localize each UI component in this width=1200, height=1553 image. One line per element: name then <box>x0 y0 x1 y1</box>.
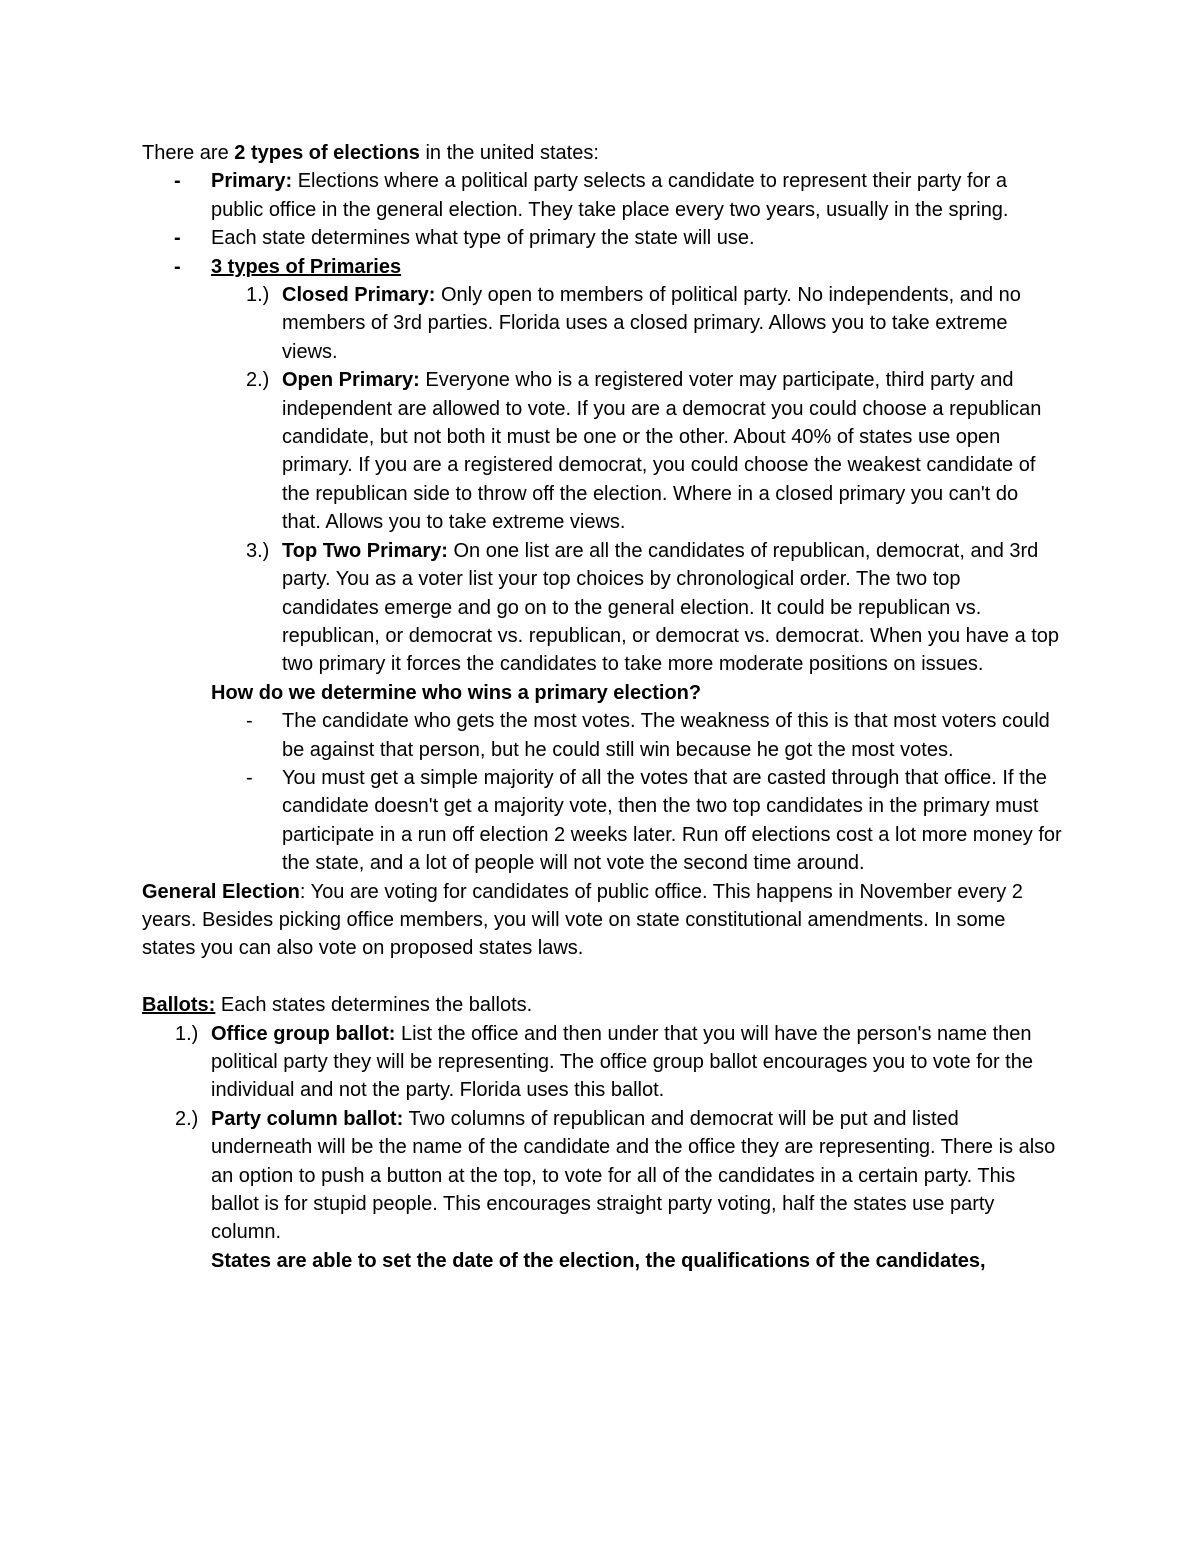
bullet-dash: - <box>246 766 253 789</box>
ballots-paragraph <box>142 991 1062 1019</box>
state-bullet <box>142 224 1062 252</box>
office-group-ballot-term: Office group ballot: <box>211 1022 396 1045</box>
list-number: 2.) <box>175 1107 199 1130</box>
general-election-text: : You are voting for candidates of public office. This happens in November every 2 years. Besides picking office members, you will vote on state constitutional amendments. In some states you can also vote on proposed states laws. <box>142 880 1023 960</box>
list-item-party-column-ballot <box>142 1105 1062 1247</box>
general-election-paragraph <box>142 878 1062 963</box>
general-election-term: General Election <box>142 880 300 903</box>
list-number: 3.) <box>246 539 270 562</box>
intro-paragraph <box>142 139 1062 167</box>
party-column-ballot-text: Two columns of republican and democrat will be put and listed underneath will be the name of the candidate and the office they are representing. There is also an option to push a button at the top, to vote for all of the candidates in a certain party. This ballot is for stupid people. This encourages straight party voting, half the states use party column. <box>211 1107 1056 1244</box>
open-primary-text: Everyone who is a registered voter may participate, third party and independent are allowed to vote. If you are a democrat you could choose a republican candidate, but not both it must be one or the other. About 40% of states use open primary. If you are a registered democrat, you could choose the weakest candidate of the republican side to throw off the election. Where in a closed primary you can't do that. Allows you to take extreme views. <box>282 369 1042 534</box>
bullet-dash: - <box>246 710 253 733</box>
list-item-office-group-ballot <box>142 1020 1062 1105</box>
closed-primary-text: Only open to members of political party. No independents, and no members of 3rd parties. Florida uses a closed primary. Allows you to take extreme views. <box>282 284 1021 363</box>
bullet-dash: - <box>174 170 181 193</box>
ballots-text: Each states determines the ballots. <box>215 994 533 1017</box>
intro-text-after: in the united states: <box>419 142 599 164</box>
types-bullet <box>142 253 1062 281</box>
document-body <box>142 139 1062 1275</box>
bullet-dash: - <box>174 255 181 278</box>
list-number: 2.) <box>246 369 270 392</box>
intro-text-before: There are <box>142 142 235 164</box>
types-heading: 3 types of Primaries <box>211 255 402 278</box>
list-item-open-primary <box>142 366 1062 536</box>
office-group-ballot-text: List the office and then under that you will have the person's name then political party they will be representing. The office group ballot encourages you to vote for the individual and not the party. Florida uses this ballot. <box>211 1022 1033 1102</box>
party-column-ballot-term: Party column ballot: <box>211 1107 404 1130</box>
intro-text-bold: 2 types of elections <box>234 142 420 164</box>
primary-term: Primary: <box>211 170 293 193</box>
primary-definition: Elections where a political party selects a candidate to represent their party for a public office in the general election. They take place every two years, usually in the spring. <box>211 170 1009 221</box>
ballots-term: Ballots: <box>142 994 216 1017</box>
top-two-primary-text: On one list are all the candidates of republican, democrat, and 3rd party. You as a voter list your top choices by chronological order. The two top candidates emerge and go on to the general election. It could be republican vs. republican, or democrat vs. republican, or democrat vs. democrat. When you have a top two primary it forces the candidates to take more moderate positions on issues. <box>282 539 1060 676</box>
list-item-top-two-primary <box>142 537 1062 679</box>
state-bullet-text: Each state determines what type of primary the state will use. <box>211 227 755 250</box>
win-point-text: You must get a simple majority of all the votes that are casted through that office. If the candidate doesn't get a majority vote, then the two top candidates in the primary must participate in a run off election 2 weeks later. Run off elections cost a lot more money for the state, and a lot of people will not vote the second time around. <box>282 766 1062 875</box>
primary-bullet <box>142 167 1062 224</box>
win-point-text: The candidate who gets the most votes. The weakness of this is that most voters could be against that person, but he could still win because he got the most votes. <box>282 710 1050 761</box>
win-question-heading: How do we determine who wins a primary election? <box>211 681 702 704</box>
win-point-most-votes <box>142 707 1062 764</box>
closing-statement: States are able to set the date of the election, the qualifications of the candidates, <box>211 1249 986 1272</box>
closed-primary-term: Closed Primary: <box>282 284 436 307</box>
top-two-primary-term: Top Two Primary: <box>282 539 448 562</box>
bullet-dash: - <box>174 227 181 250</box>
list-item-closed-primary <box>142 281 1062 366</box>
list-number: 1.) <box>246 284 270 307</box>
win-point-majority <box>142 764 1062 878</box>
list-number: 1.) <box>175 1022 199 1045</box>
open-primary-term: Open Primary: <box>282 369 420 392</box>
blank-line <box>142 963 1062 991</box>
